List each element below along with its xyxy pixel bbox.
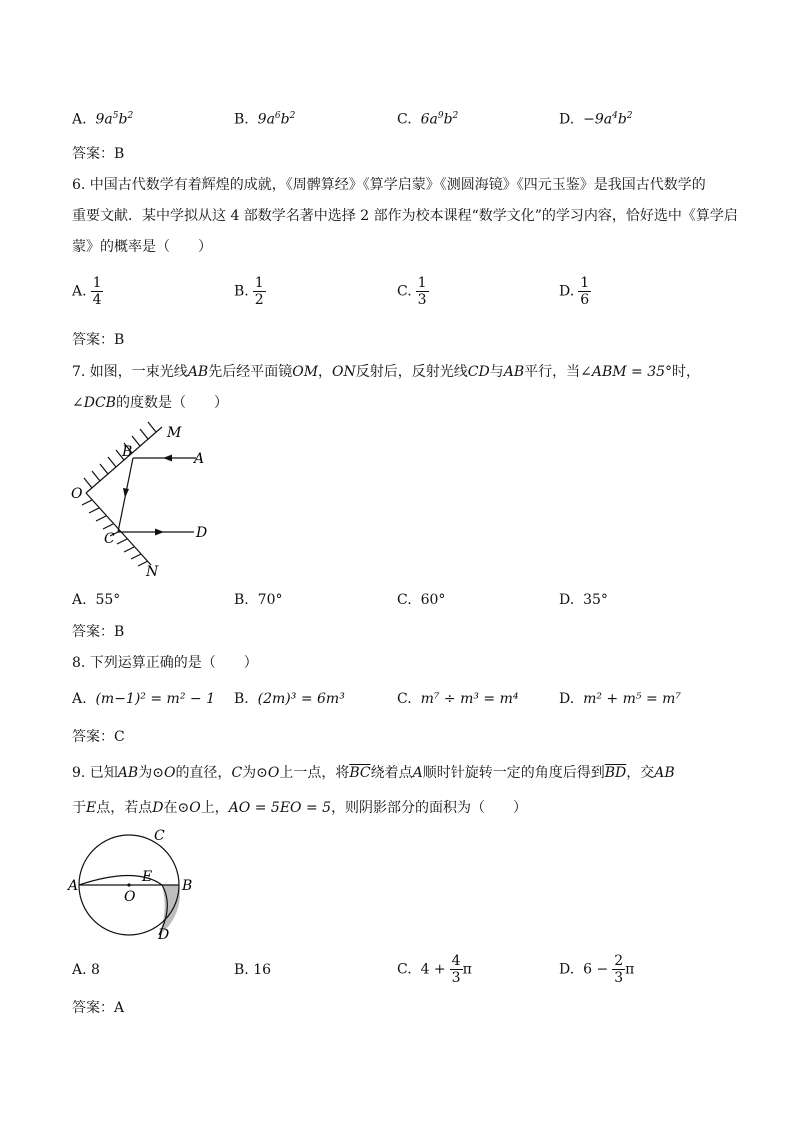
q8-option-c: C. m⁷ ÷ m³ = m⁴ <box>397 691 519 707</box>
q9-answer: 答案：A <box>72 1000 125 1016</box>
q7-stem-line2: ∠DCB的度数是（ ） <box>72 395 228 411</box>
q6-answer: 答案：B <box>72 332 125 348</box>
label-d: D <box>158 927 170 943</box>
q6-stem-line3: 蒙》的概率是（ ） <box>72 239 212 255</box>
q5-option-a: A. $9a^5b^2$ <box>72 111 134 128</box>
q6-option-a: A. $\frac{1}{4}$ <box>72 275 102 308</box>
label-b: B <box>122 444 133 460</box>
q7-stem-line1: 7. 如图，一束光线AB先后经平面镜OM，ON反射后，反射光线CD与AB平行，当∠ABM = 35°时， <box>72 364 701 380</box>
q5-answer: 答案：B <box>72 146 125 162</box>
label-o: O <box>124 889 136 905</box>
label-d: D <box>196 525 208 541</box>
q6-stem-line1: 6. 中国古代数学有着辉煌的成就，《周髀算经》《算学启蒙》《测圆海镜》《四元玉鉴》是我国古代数学的 <box>72 177 706 193</box>
q6-option-c: C. $\frac{1}{3}$ <box>397 275 427 308</box>
q9-option-a: A. 8 <box>72 962 100 978</box>
label-b: B <box>182 878 193 894</box>
label-e: E <box>142 869 153 885</box>
q5-option-c: C. $6a^9b^2$ <box>397 111 459 128</box>
center-dot <box>127 883 130 886</box>
q7-mirror-figure <box>66 420 226 585</box>
q9-option-c: C. 4 + $\frac{4}{3}$ π <box>397 953 472 986</box>
q6-stem-line2: 重要文献．某中学拟从这 4 部数学名著中选择 2 部作为校本课程“数学文化”的学习内容，恰好选中《算学启 <box>72 208 738 224</box>
label-a: A <box>68 878 79 894</box>
q5-option-b: B. $9a^6b^2$ <box>234 111 296 128</box>
q7-option-b: B. 70° <box>234 592 283 608</box>
q9-stem-line1: 9. 已知AB为⊙O的直径，C为⊙O上一点，将$\overline{BC}$绕着点A顺时针旋转一定的角度后得到$\overline{BD}$，交AB <box>72 765 675 781</box>
q9-stem-line2: 于E点，若点D在⊙O上，AO = 5EO = 5，则阴影部分的面积为（ ） <box>72 800 528 816</box>
q9-option-d: D. 6 − $\frac{2}{3}$ π <box>559 953 635 986</box>
q7-option-c: C. 60° <box>397 592 446 608</box>
label-a: A <box>194 451 205 467</box>
label-o: O <box>71 486 83 502</box>
q8-option-a: A. (m−1)² = m² − 1 <box>72 691 215 707</box>
q6-option-d: D. $\frac{1}{6}$ <box>559 275 590 308</box>
q7-option-d: D. 35° <box>559 592 608 608</box>
q8-stem: 8. 下列运算正确的是（ ） <box>72 655 258 671</box>
q8-option-d: D. m² + m⁵ = m⁷ <box>559 691 682 707</box>
q6-option-b: B. $\frac{1}{2}$ <box>234 275 264 308</box>
q8-answer: 答案：C <box>72 729 125 745</box>
q9-circle-figure <box>66 826 206 946</box>
label-n: N <box>146 564 159 580</box>
q7-answer: 答案：B <box>72 624 125 640</box>
q9-option-b: B. 16 <box>234 962 272 978</box>
label-c: C <box>154 828 165 844</box>
label-c: C <box>104 531 115 547</box>
q7-option-a: A. 55° <box>72 592 121 608</box>
label-m: M <box>167 425 182 441</box>
q5-option-d: D. $-9a^4b^2$ <box>559 111 633 128</box>
q8-option-b: B. (2m)³ = 6m³ <box>234 691 345 707</box>
